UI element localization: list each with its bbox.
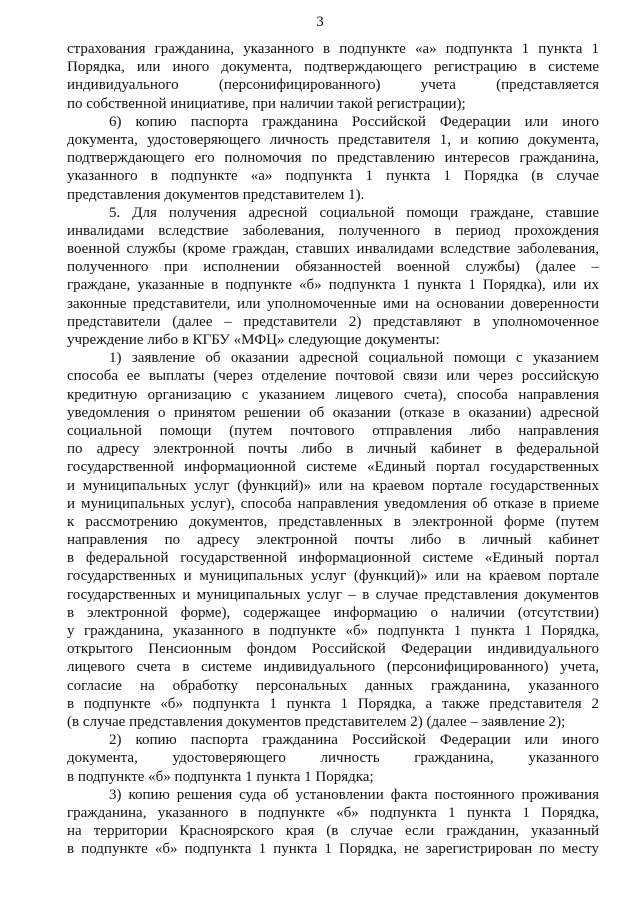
text-line: документа, удостоверяющего личность гражданина, указанного: [67, 750, 599, 767]
text-line: государственных и муниципальных услуг (функций)» или на краевом портале: [67, 568, 599, 585]
page-number: 3: [316, 14, 324, 30]
text-line: индивидуального (персонифицированного) учета (представляется: [67, 77, 599, 94]
text-line: представления документов представителем 1).: [67, 186, 365, 203]
text-line: в подпункте «б» подпункта 1 пункта 1 Порядка;: [67, 768, 374, 785]
text-line: согласие на обработку персональных данных гражданина, указанного: [67, 677, 599, 694]
text-line: в подпункте «б» подпункта 1 пункта 1 Порядка, а также представителя 2: [67, 695, 599, 712]
text-line: направления по адресу электронной почты либо в личный кабинет: [67, 532, 599, 549]
text-line: 1) заявление об оказании адресной социальной помощи с указанием: [109, 350, 599, 367]
text-line: в федеральной государственной информационной системе «Единый портал: [67, 550, 599, 567]
paragraph: [67, 731, 599, 786]
text-line: открытого Пенсионным фондом Российской Федерации индивидуального: [67, 641, 599, 658]
paragraph: [67, 204, 599, 350]
document-body: [67, 40, 599, 858]
text-line: у гражданина, указанного в подпункте «б» подпункта 1 пункта 1 Порядка,: [67, 623, 599, 639]
text-line: 3) копию решения суда об установлении факта постоянного проживания: [109, 786, 599, 803]
text-line: к рассмотрению документов, представленных в электронной форме (путем: [67, 513, 599, 530]
text-line: и муниципальных услуг), способа направления уведомления об отказе в приеме: [67, 495, 599, 512]
paragraph: [67, 40, 599, 113]
text-line: способа ее выплаты (через отделение почтовой связи или через российскую: [67, 368, 599, 385]
text-line: 5. Для получения адресной социальной помощи граждане, ставшие: [109, 204, 599, 221]
text-line: 2) копию паспорта гражданина Российской Федерации или иного: [109, 732, 599, 749]
text-line: представители (далее – представители 2) представляют в уполномоченное: [67, 313, 599, 330]
text-line: в электронной форме), содержащее информацию о наличии (отсутствии): [67, 604, 599, 621]
text-line: законные представители, или уполномоченные ими на основании доверенности: [67, 295, 599, 312]
text-line: государственной информационной системе «Единый портал государственных: [67, 459, 599, 476]
text-line: на территории Красноярского края (в случае если гражданин, указанный: [67, 823, 599, 840]
text-line: в подпункте «б» подпункта 1 пункта 1 Порядка, не зарегистрирован по месту: [67, 841, 599, 858]
paragraph: [67, 786, 599, 859]
text-line: уведомления о принятом решении об оказании (отказе в оказании) адресной: [67, 404, 599, 421]
text-line: гражданина, указанного в подпункте «б» подпункта 1 пункта 1 Порядка,: [67, 804, 599, 821]
text-line: документа, удостоверяющего личность представителя 1, и копию документа,: [67, 131, 599, 148]
text-line: социальной помощи (путем почтового отправления либо направления: [67, 422, 599, 439]
text-line: страхования гражданина, указанного в подпункте «а» подпункта 1 пункта 1: [67, 41, 599, 57]
text-line: лицевого счета в системе индивидуального (персонифицированного) учета,: [67, 659, 599, 676]
text-line: граждане, указанные в подпункте «б» подпункта 1 пункта 1 Порядка), или их: [67, 277, 599, 294]
text-line: государственных и муниципальных услуг – в случае представления документов: [67, 586, 599, 603]
text-line: Порядка, или иного документа, подтверждающего регистрацию в системе: [67, 59, 599, 76]
text-line: кредитную организацию с указанием лицевого счета), способа направления: [67, 386, 599, 403]
text-line: и муниципальных услуг (функций)» или на краевом портале государственных: [67, 477, 599, 494]
text-line: по адресу электронной почты либо в личный кабинет в федеральной: [67, 441, 599, 458]
text-line: по собственной инициативе, при наличии такой регистрации);: [67, 95, 466, 112]
text-line: полученного при исполнении обязанностей военной службы) (далее –: [67, 259, 599, 276]
text-line: указанного в подпункте «а» подпункта 1 пункта 1 Порядка (в случае: [67, 168, 599, 185]
paragraph: [67, 113, 599, 204]
text-line: военной службы (кроме граждан, ставших инвалидами вследствие заболевания,: [67, 241, 599, 258]
paragraph: [67, 349, 599, 731]
text-line: (в случае представления документов представителем 2) (далее – заявление 2);: [67, 713, 566, 730]
text-line: инвалидами вследствие заболевания, полученного в период прохождения: [67, 222, 599, 239]
text-line: подтверждающего его полномочия по представлению интересов гражданина,: [67, 150, 599, 167]
text-line: учреждение либо в КГБУ «МФЦ» следующие документы:: [67, 332, 440, 348]
text-line: 6) копию паспорта гражданина Российской Федерации или иного: [109, 113, 599, 130]
